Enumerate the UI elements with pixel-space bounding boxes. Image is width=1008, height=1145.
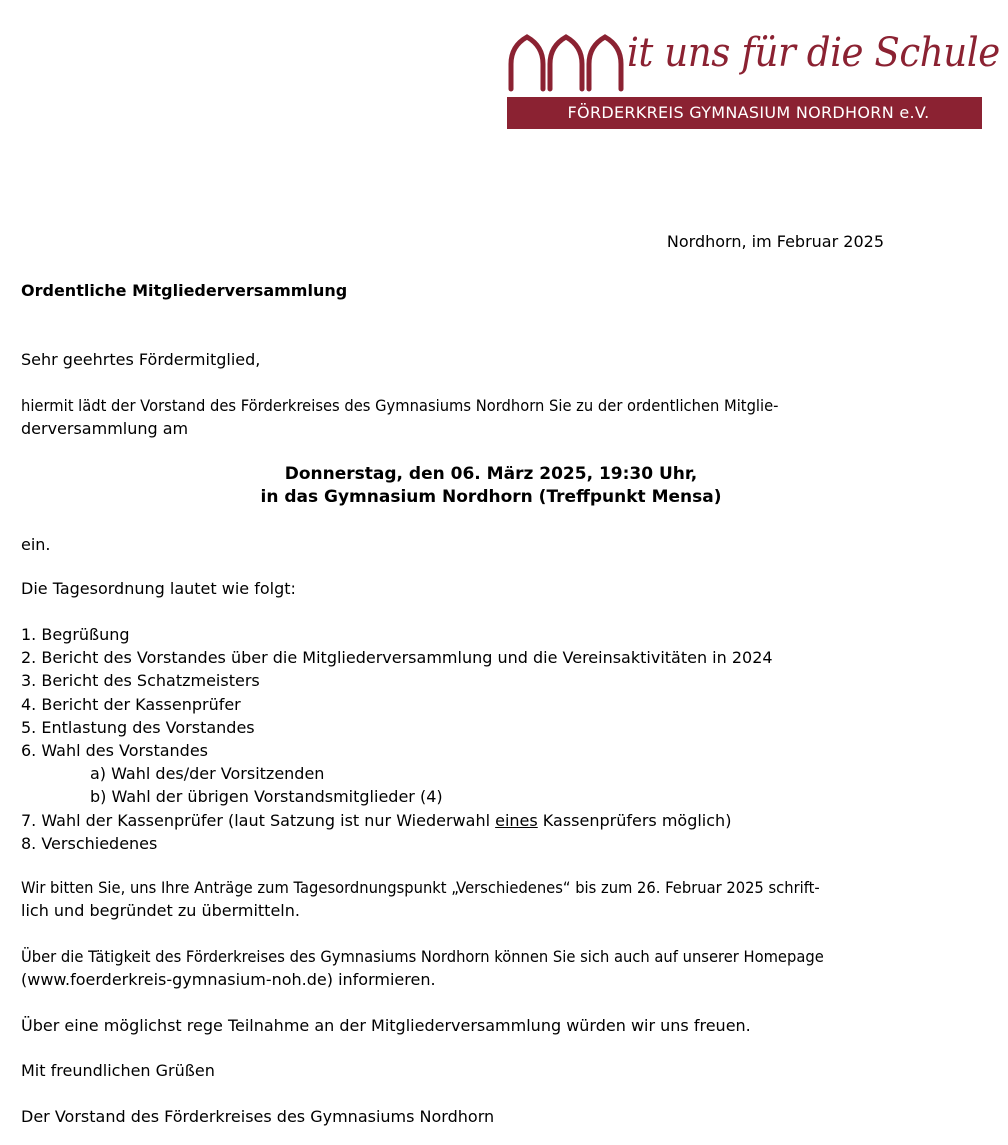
participation-text: Über eine möglichst rege Teilnahme an der Mitgliederversammlung würden wir uns freuen. <box>21 1016 751 1035</box>
agenda-item: 8. Verschiedenes <box>21 833 158 853</box>
request-line-1-text: Wir bitten Sie, uns Ihre Anträge zum Tagesordnungspunkt „Verschiedenes“ bis zum 26. Februar 2025 schrift- <box>21 878 820 897</box>
salutation: Sehr geehrtes Fördermitglied, <box>21 350 261 369</box>
agenda7-underlined: eines <box>495 810 538 830</box>
agenda-item: 6. Wahl des Vorstandes <box>21 741 209 761</box>
intro-line-2: derversammlung am <box>21 419 189 438</box>
letter-title: Ordentliche Mitgliederversammlung <box>21 281 348 300</box>
homepage-line-1 <box>21 945 894 968</box>
intro-line-1-text: hiermit lädt der Vorstand des Förderkreises des Gymnasiums Nordhorn Sie zu der ordentlichen Mitglie- <box>21 396 779 415</box>
agenda-intro: Die Tagesordnung lautet wie folgt: <box>21 579 296 598</box>
agenda-subitem: b) Wahl der übrigen Vorstandsmitglieder (4) <box>90 787 443 807</box>
logo-slogan: it uns für die Schule <box>627 30 1000 76</box>
agenda-item: 4. Bericht der Kassenprüfer <box>21 694 241 714</box>
intro-line-1 <box>21 394 844 417</box>
agenda-item: 1. Begrüßung <box>21 625 130 644</box>
agenda7-post: Kassenprüfers möglich) <box>537 810 732 830</box>
agenda-item: 3. Bericht des Schatzmeisters <box>21 671 260 691</box>
event-location: in das Gymnasium Nordhorn (Treffpunkt Mensa) <box>260 487 722 507</box>
request-line-1 <box>21 876 889 899</box>
homepage-line-1-text: Über die Tätigkeit des Förderkreises des Gymnasiums Nordhorn können Sie sich auch auf unserer Homepage <box>21 947 824 966</box>
homepage-line-2: (www.foerderkreis-gymnasium-noh.de) informieren. <box>21 970 436 989</box>
agenda-subitem: a) Wahl des/der Vorsitzenden <box>90 764 325 784</box>
agenda-list <box>21 623 773 855</box>
agenda7-pre: 7. Wahl der Kassenprüfer (laut Satzung ist nur Wiederwahl <box>21 810 496 830</box>
signature: Der Vorstand des Förderkreises des Gymnasiums Nordhorn <box>21 1107 495 1126</box>
agenda-item <box>21 809 773 832</box>
agenda-item: 2. Bericht des Vorstandes über die Mitgliederversammlung und die Vereinsaktivitäten in 2024 <box>21 648 773 668</box>
logo-organization-name: FÖRDERKREIS GYMNASIUM NORDHORN e.V. <box>507 97 982 129</box>
ein-text: ein. <box>21 535 51 554</box>
request-line-2: lich und begründet zu übermitteln. <box>21 901 300 920</box>
closing: Mit freundlichen Grüßen <box>21 1061 215 1080</box>
dateline: Nordhorn, im Februar 2025 <box>666 232 884 251</box>
agenda-item: 5. Entlastung des Vorstandes <box>21 717 255 737</box>
event-date: Donnerstag, den 06. März 2025, 19:30 Uhr, <box>284 464 698 484</box>
logo <box>505 30 1000 132</box>
